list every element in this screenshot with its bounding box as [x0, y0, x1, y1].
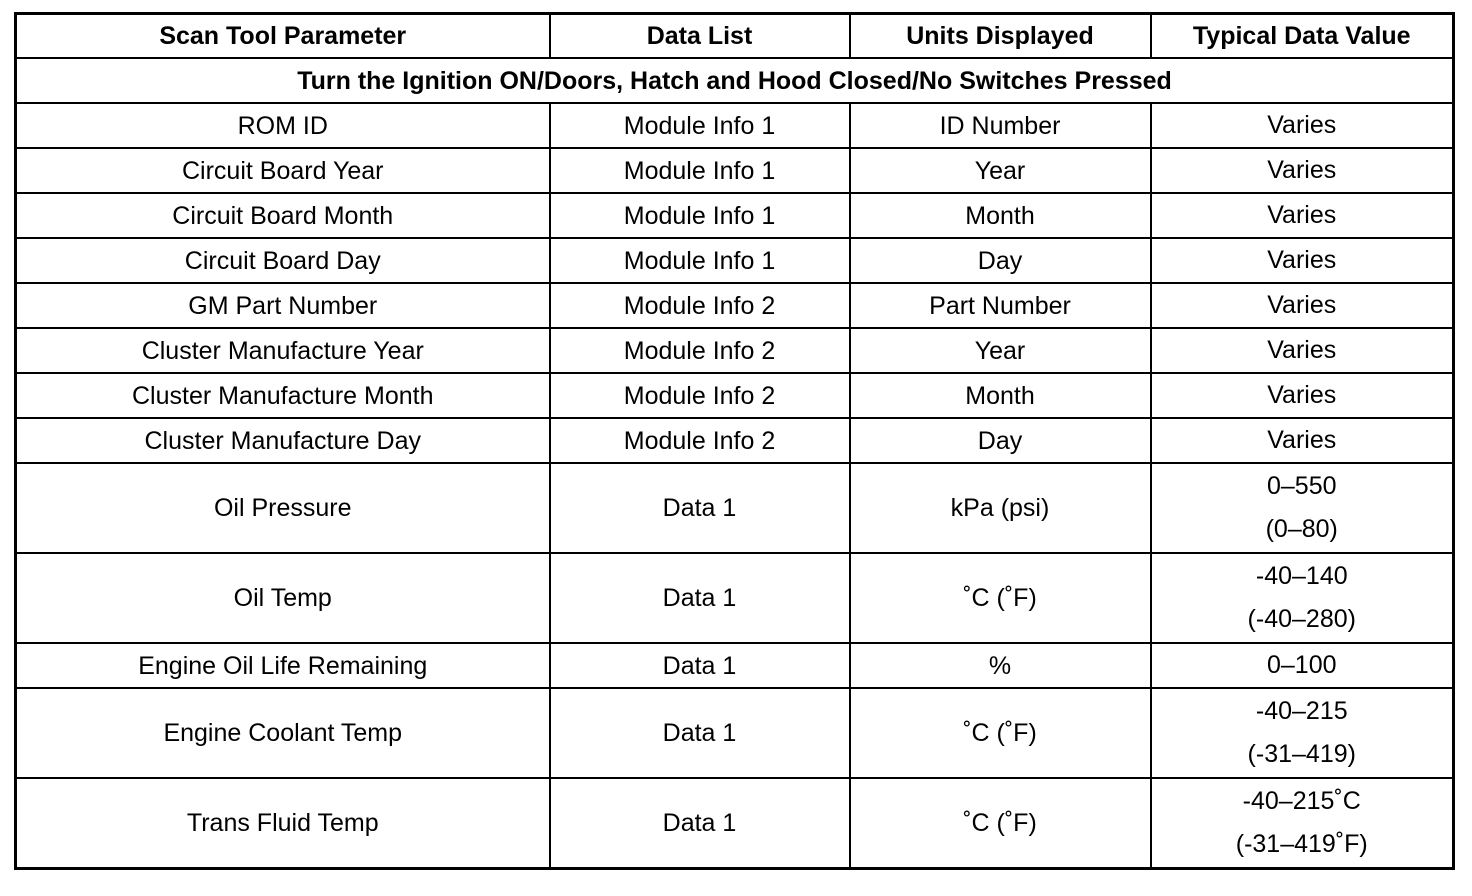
- cell-units: ID Number: [850, 103, 1151, 148]
- header-typical-data-value: Typical Data Value: [1151, 14, 1454, 59]
- typical-value-line: Varies: [1267, 246, 1337, 274]
- table-row: [16, 418, 1454, 463]
- cell-units: Day: [850, 238, 1151, 283]
- cell-units: ˚C (˚F): [850, 778, 1151, 869]
- table-row: [16, 463, 1454, 553]
- cell-typical-value: [1151, 778, 1454, 869]
- cell-parameter: Engine Coolant Temp: [16, 688, 550, 778]
- header-scan-tool-parameter: Scan Tool Parameter: [16, 14, 550, 59]
- cell-parameter: Cluster Manufacture Month: [16, 373, 550, 418]
- cell-units: Year: [850, 148, 1151, 193]
- cell-units: ˚C (˚F): [850, 688, 1151, 778]
- cell-typical-value: [1151, 328, 1454, 373]
- header-units-displayed: Units Displayed: [850, 14, 1151, 59]
- cell-typical-value: [1151, 553, 1454, 643]
- cell-parameter: Circuit Board Year: [16, 148, 550, 193]
- cell-parameter: GM Part Number: [16, 283, 550, 328]
- typical-value-line: (-40–280): [1247, 605, 1356, 633]
- cell-data-list: Data 1: [550, 778, 850, 869]
- cell-data-list: Data 1: [550, 463, 850, 553]
- table-row: [16, 643, 1454, 688]
- typical-value-line: (-31–419): [1247, 740, 1356, 768]
- header-row: [16, 14, 1454, 59]
- cell-data-list: Data 1: [550, 688, 850, 778]
- typical-value-line: Varies: [1267, 426, 1337, 454]
- header-data-list: Data List: [550, 14, 850, 59]
- cell-parameter: Cluster Manufacture Year: [16, 328, 550, 373]
- cell-typical-value: [1151, 283, 1454, 328]
- typical-value-line: -40–140: [1255, 562, 1348, 590]
- table-row: [16, 103, 1454, 148]
- cell-parameter: ROM ID: [16, 103, 550, 148]
- cell-units: ˚C (˚F): [850, 553, 1151, 643]
- cell-units: kPa (psi): [850, 463, 1151, 553]
- cell-parameter: Oil Pressure: [16, 463, 550, 553]
- cell-typical-value: [1151, 463, 1454, 553]
- cell-typical-value: [1151, 193, 1454, 238]
- cell-typical-value: [1151, 643, 1454, 688]
- cell-parameter: Trans Fluid Temp: [16, 778, 550, 869]
- typical-value-line: Varies: [1267, 156, 1337, 184]
- typical-value-line: Varies: [1267, 111, 1337, 139]
- cell-data-list: Module Info 1: [550, 193, 850, 238]
- cell-typical-value: [1151, 103, 1454, 148]
- table-row: [16, 373, 1454, 418]
- cell-parameter: Engine Oil Life Remaining: [16, 643, 550, 688]
- table-row: [16, 688, 1454, 778]
- cell-typical-value: [1151, 373, 1454, 418]
- typical-value-line: Varies: [1267, 291, 1337, 319]
- typical-value-line: -40–215˚C: [1242, 787, 1361, 815]
- typical-value-line: 0–100: [1266, 651, 1337, 679]
- cell-data-list: Module Info 1: [550, 148, 850, 193]
- cell-parameter: Cluster Manufacture Day: [16, 418, 550, 463]
- table-row: [16, 193, 1454, 238]
- table-row: [16, 148, 1454, 193]
- section-title: Turn the Ignition ON/Doors, Hatch and Hood Closed/No Switches Pressed: [16, 58, 1454, 103]
- table-row: [16, 283, 1454, 328]
- cell-units: Year: [850, 328, 1151, 373]
- typical-value-line: -40–215: [1255, 697, 1348, 725]
- cell-data-list: Module Info 1: [550, 238, 850, 283]
- table-row: [16, 553, 1454, 643]
- cell-units: Day: [850, 418, 1151, 463]
- cell-units: Month: [850, 373, 1151, 418]
- cell-units: %: [850, 643, 1151, 688]
- table-row: [16, 778, 1454, 869]
- cell-typical-value: [1151, 688, 1454, 778]
- cell-data-list: Module Info 2: [550, 328, 850, 373]
- cell-data-list: Data 1: [550, 643, 850, 688]
- cell-data-list: Module Info 2: [550, 418, 850, 463]
- cell-data-list: Module Info 2: [550, 283, 850, 328]
- cell-typical-value: [1151, 418, 1454, 463]
- section-row: [16, 58, 1454, 103]
- scan-tool-data-table: [14, 12, 1455, 870]
- typical-value-line: Varies: [1267, 201, 1337, 229]
- cell-parameter: Circuit Board Month: [16, 193, 550, 238]
- typical-value-line: (0–80): [1265, 515, 1338, 543]
- table-row: [16, 328, 1454, 373]
- cell-typical-value: [1151, 148, 1454, 193]
- typical-value-line: Varies: [1267, 381, 1337, 409]
- typical-value-line: 0–550: [1266, 472, 1337, 500]
- typical-value-line: Varies: [1267, 336, 1337, 364]
- cell-data-list: Data 1: [550, 553, 850, 643]
- cell-data-list: Module Info 1: [550, 103, 850, 148]
- cell-units: Part Number: [850, 283, 1151, 328]
- typical-value-line: (-31–419˚F): [1235, 830, 1368, 858]
- table-row: [16, 238, 1454, 283]
- cell-parameter: Circuit Board Day: [16, 238, 550, 283]
- cell-units: Month: [850, 193, 1151, 238]
- cell-data-list: Module Info 2: [550, 373, 850, 418]
- cell-parameter: Oil Temp: [16, 553, 550, 643]
- cell-typical-value: [1151, 238, 1454, 283]
